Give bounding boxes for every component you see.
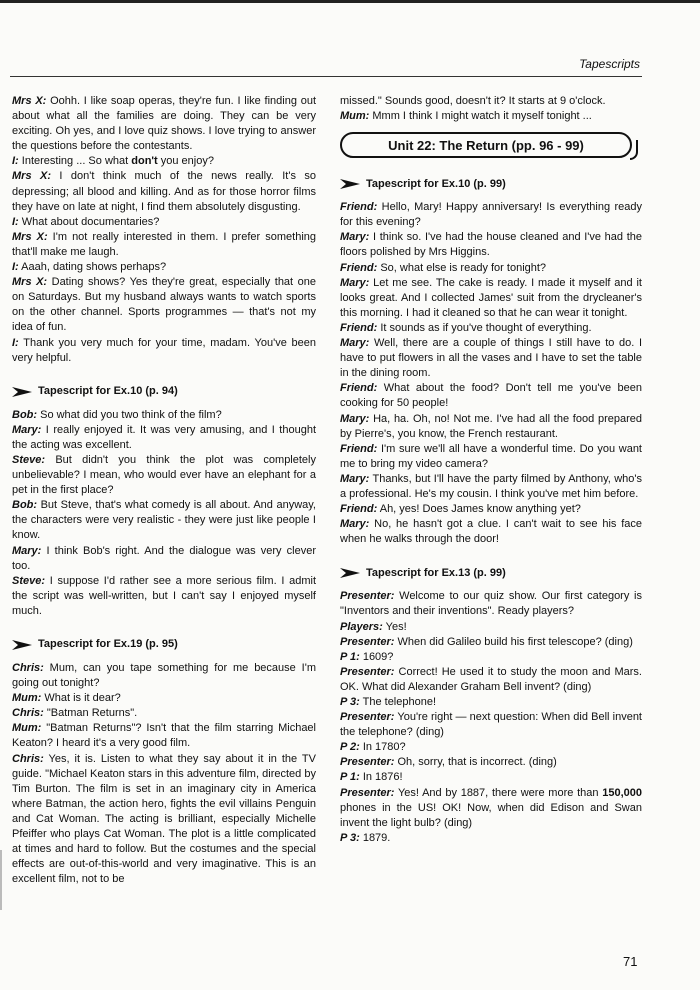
- dialogue-line: Mrs X: Dating shows? Yes they're great, especially that one on Saturdays. But my husband always wants to watch sports on the other channel. Sports programmes — that's not my idea of fun.: [12, 276, 316, 334]
- dialogue-line: Presenter: Yes! And by 1887, there were more than 150,000 phones in the US! OK! Now, when did Edison and Swan invent the light bulb? (ding): [340, 786, 642, 829]
- dialogue-line: Steve: But didn't you think the plot was completely unbelievable? I mean, who would ever have an elephant for a pet in the first place?: [12, 453, 316, 497]
- dialogue-line: P 3: The telephone!: [340, 696, 437, 708]
- dialogue-line: Mary: Let me see. The cake is ready. I made it myself and it looks great. And I collected James' suit from the drycleaner's this morning. I had it cleaned so that he can wear it tonight.: [340, 276, 642, 319]
- header-rule: [10, 76, 642, 77]
- tapescript-heading: Tapescript for Ex.10 (p. 99): [340, 176, 642, 192]
- scan-margin-line: [0, 850, 2, 910]
- arrow-icon: [12, 387, 32, 397]
- dialogue-line: Friend: Ah, yes! Does James know anything yet?: [340, 503, 581, 516]
- dialogue-line: Mum: "Batman Returns"? Isn't that the film starring Michael Keaton? I heard it's a very good film.: [12, 722, 316, 750]
- dialogue-line: Presenter: You're right — next question: When did Bell invent the telephone? (ding): [340, 711, 642, 739]
- dialogue-line: Mary: I really enjoyed it. It was very amusing, and I thought the acting was excellent.: [12, 423, 316, 451]
- dialogue-line: Mrs X: Oohh. I like soap operas, they're fun. I like finding out about what all the families are doing. They can be very exciting. Oh yes, and I love quiz shows. I love trying to answer the questions before the contestants.: [12, 95, 316, 153]
- dialogue-line: Mary: No, he hasn't got a clue. I can't wait to see his face when he walks through the door!: [340, 518, 642, 546]
- page-number: 71: [623, 954, 638, 969]
- tapescript-heading: Tapescript for Ex.19 (p. 95): [12, 637, 316, 653]
- arrow-icon: [340, 568, 360, 578]
- dialogue-line: Mary: Ha, ha. Oh, no! Not me. I've had all the food prepared by Pierre's, you know, the French restaurant.: [340, 412, 642, 440]
- dialogue-line: Presenter: Welcome to our quiz show. Our first category is "Inventors and their inventions". Ready players?: [340, 590, 642, 618]
- dialogue-line: Mary: Thanks, but I'll have the party filmed by Anthony, who's a professional. He's my cousin. I think you've met him before.: [340, 472, 642, 500]
- dialogue-line: Mrs X: I'm not really interested in them. I prefer something that'll make me laugh.: [12, 230, 316, 258]
- dialogue-line: Friend: It sounds as if you've thought of everything.: [340, 321, 592, 334]
- arrow-icon: [12, 640, 32, 650]
- dialogue-line: P 1: In 1876!: [340, 771, 403, 784]
- dialogue-line: I: What about documentaries?: [12, 215, 160, 228]
- dialogue-line: Presenter: When did Galileo build his first telescope? (ding): [340, 635, 633, 648]
- right-column: [340, 94, 642, 846]
- dialogue-line: Presenter: Oh, sorry, that is incorrect. (ding): [340, 756, 557, 769]
- dialogue-line: Mum: What is it dear?: [12, 692, 121, 705]
- dialogue-line: Bob: So what did you two think of the film?: [12, 408, 222, 421]
- dialogue-line: Friend: So, what else is ready for tonight?: [340, 261, 547, 274]
- running-header: Tapescripts: [579, 57, 640, 71]
- dialogue-line: Chris: "Batman Returns".: [12, 707, 138, 720]
- dialogue-line: I: Thank you very much for your time, madam. You've been very helpful.: [12, 336, 316, 364]
- dialogue-line: P 3: 1879.: [340, 831, 391, 844]
- dialogue-line: Friend: Hello, Mary! Happy anniversary! Is everything ready for this evening?: [340, 201, 642, 229]
- dialogue-line: Players: Yes!: [340, 620, 407, 633]
- arrow-icon: [340, 179, 360, 189]
- dialogue-line: missed." Sounds good, doesn't it? It starts at 9 o'clock.: [340, 95, 606, 107]
- tapescript-heading: Tapescript for Ex.10 (p. 94): [12, 384, 316, 400]
- dialogue-line: P 1: 1609?: [340, 650, 394, 663]
- tapescript-heading: Tapescript for Ex.13 (p. 99): [340, 565, 642, 581]
- top-border: [0, 0, 700, 3]
- unit-title-box: [340, 132, 632, 158]
- dialogue-line: Mary: I think so. I've had the house cleaned and I've had the floors polished by Mrs Higgins.: [340, 231, 642, 259]
- dialogue-line: Bob: But Steve, that's what comedy is all about. And anyway, the characters were very realistic - they were just like people I know.: [12, 499, 316, 542]
- dialogue-line: Mary: I think Bob's right. And the dialogue was very clever too.: [12, 544, 316, 572]
- dialogue-line: I: Aaah, dating shows perhaps?: [12, 261, 167, 274]
- left-column: [12, 94, 316, 887]
- dialogue-line: Chris: Mum, can you tape something for me because I'm going out tonight?: [12, 662, 316, 690]
- dialogue-line: Steve: I suppose I'd rather see a more serious film. I admit the script was well-written, but I can't say I enjoyed myself much.: [12, 574, 316, 617]
- dialogue-line: Mum: Mmm I think I might watch it myself tonight ...: [340, 110, 592, 123]
- dialogue-line: Friend: I'm sure we'll all have a wonderful time. Do you want me to bring my video camera?: [340, 442, 642, 470]
- dialogue-line: P 2: In 1780?: [340, 741, 406, 754]
- dialogue-line: Mary: Well, there are a couple of things I still have to do. I have to put flowers in all the vases and I have to set the table in the dining room.: [340, 337, 642, 380]
- dialogue-line: Chris: Yes, it is. Listen to what they say about it in the TV guide. "Michael Keaton stars in this adventure film, directed by Tim Burton. The film is set in an imaginary city in America where Batman, the action hero, fights the evil villains Penguin and Cat Woman. The acting is brilliant, especially Michelle Pfeiffer who plays Cat Woman. The plot is a little complicated at times and hard to follow. But the costumes and the special effects are out-of-this-world and very imaginative. This is an excellent film, not to be: [12, 752, 316, 886]
- dialogue-line: Friend: What about the food? Don't tell me you've been cooking for 50 people!: [340, 382, 642, 410]
- dialogue-line: Mrs X: I don't think much of the news really. It's so depressing; all blood and killing. And as for those horror films they have on late at night, I find them absolutely disgusting.: [12, 170, 316, 213]
- unit-title: Unit 22: The Return (pp. 96 - 99): [388, 137, 584, 153]
- dialogue-line: I: Interesting ... So what don't you enjoy?: [12, 155, 214, 168]
- dialogue-line: Presenter: Correct! He used it to study the moon and Mars. OK. What did Alexander Graham Bell invent? (ding): [340, 665, 642, 693]
